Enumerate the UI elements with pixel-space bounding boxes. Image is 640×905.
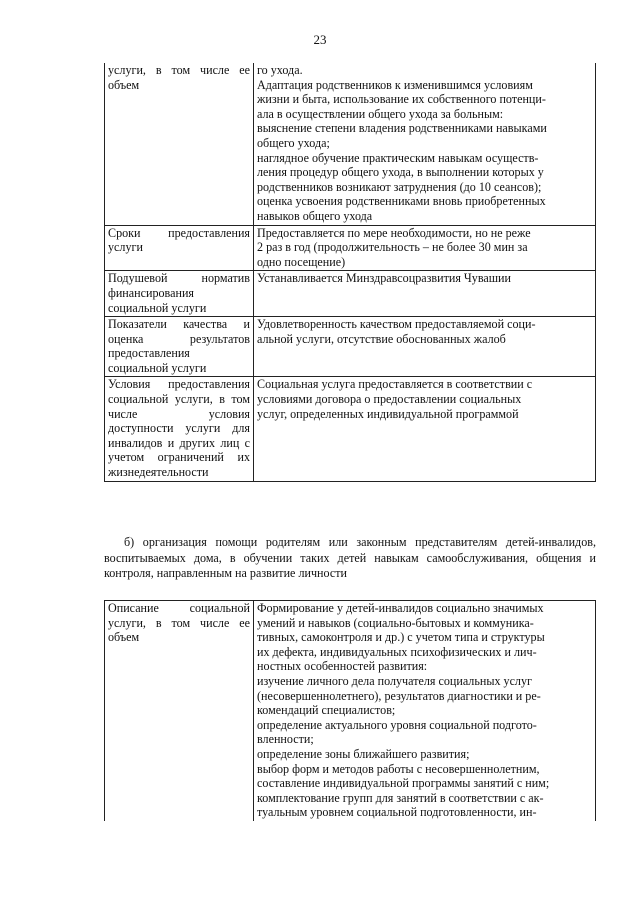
row-label: Подушевой норматив финансирования социальной услуги — [105, 271, 254, 317]
content-line: Адаптация родственников к изменившимся условиям — [257, 77, 533, 92]
table-row — [105, 225, 596, 271]
row-content — [254, 271, 596, 317]
content-line: выбор форм и методов работы с несовершеннолетним, — [257, 761, 540, 776]
content-line: 2 раз в год (продолжительность – не более 30 мин за — [257, 240, 528, 255]
row-content — [254, 225, 596, 271]
row-label: услуги, в том числе ее объем — [105, 63, 254, 225]
content-line: их дефекта, индивидуальных психофизических и лич- — [257, 644, 537, 659]
content-line: составление индивидуальной программы занятий с ним; — [257, 776, 550, 791]
content-line: жизни и быта, использование их собственного потенци- — [257, 92, 546, 107]
row-content — [254, 63, 596, 225]
content-line: ала в осуществлении общего ухода за больным: — [257, 106, 504, 121]
content-line: Удовлетворенность качеством предоставляемой соци- — [257, 317, 536, 332]
content-line: комендаций специалистов; — [257, 703, 396, 718]
content-line: комплектование групп для занятий в соответствии с ак- — [257, 790, 544, 805]
row-content — [254, 317, 596, 377]
table-row — [105, 271, 596, 317]
service-table-a — [104, 63, 596, 482]
content-line: общего ухода; — [257, 135, 330, 150]
content-line: умений и навыков (социально-бытовых и коммуника- — [257, 615, 534, 630]
content-line: Формирование у детей-инвалидов социально значимых — [257, 601, 544, 615]
content-line: услуг, определенных индивидуальной программой — [257, 406, 519, 421]
content-line: наглядное обучение практическим навыкам осуществ- — [257, 150, 539, 165]
content-line: оценка усвоения родственниками вновь приобретенных — [257, 194, 546, 209]
table-row — [105, 317, 596, 377]
content-line: условиями договора о предоставлении социальных — [257, 392, 522, 407]
content-line: изучение личного дела получателя социальных услуг — [257, 673, 532, 688]
table-row — [105, 63, 596, 225]
content-line: тивных, самоконтроля и др.) с учетом типа и структуры — [257, 630, 545, 645]
content-line: ления процедур общего ухода, в выполнении которых у — [257, 165, 544, 180]
row-content — [254, 601, 596, 821]
content-line: ностных особенностей развития: — [257, 659, 428, 674]
section-b-heading: б) организация помощи родителям или законным представителям детей-инвалидов, воспитываемых дома, в обучении таких детей навыкам самообслуживания, общения и контроля, направленным на развитие личности — [104, 535, 596, 580]
table-row — [105, 601, 596, 821]
row-label: Условия предоставления социальной услуги, в том числе условия доступности услуги для инвалидов и других лиц с учетом ограничений их жизнедеятельности — [105, 377, 254, 481]
row-content — [254, 377, 596, 481]
content-line: Социальная услуга предоставляется в соответствии с — [257, 377, 533, 392]
content-line: вленности; — [257, 732, 314, 747]
content-line: одно посещение) — [257, 254, 346, 269]
content-line: родственников возникают затруднения (до 10 сеансов); — [257, 179, 542, 194]
content-line: навыков общего ухода — [257, 208, 373, 223]
content-line: альной услуги, отсутствие обоснованных жалоб — [257, 331, 506, 346]
row-label: Показатели качества и оценка результатов предоставления социальной услуги — [105, 317, 254, 377]
content-line: Устанавливается Минздравсоцразвития Чувашии — [257, 271, 511, 286]
row-label: Описание социальной услуги, в том числе ее объем — [105, 601, 254, 821]
table-row — [105, 377, 596, 481]
content-line: определение зоны ближайшего развития; — [257, 746, 470, 761]
content-line: (несовершеннолетнего), результатов диагностики и ре- — [257, 688, 541, 703]
page-number: 23 — [313, 32, 327, 47]
content-line: выяснение степени владения родственниками навыками — [257, 121, 547, 136]
row-label: Сроки предоставления услуги — [105, 225, 254, 271]
content-line: определение актуального уровня социальной подгото- — [257, 717, 537, 732]
content-line: го ухода. — [257, 63, 303, 77]
service-table-b — [104, 600, 596, 821]
content-line: туальным уровнем социальной подготовленности, ин- — [257, 805, 537, 820]
content-line: Предоставляется по мере необходимости, но не реже — [257, 225, 531, 240]
